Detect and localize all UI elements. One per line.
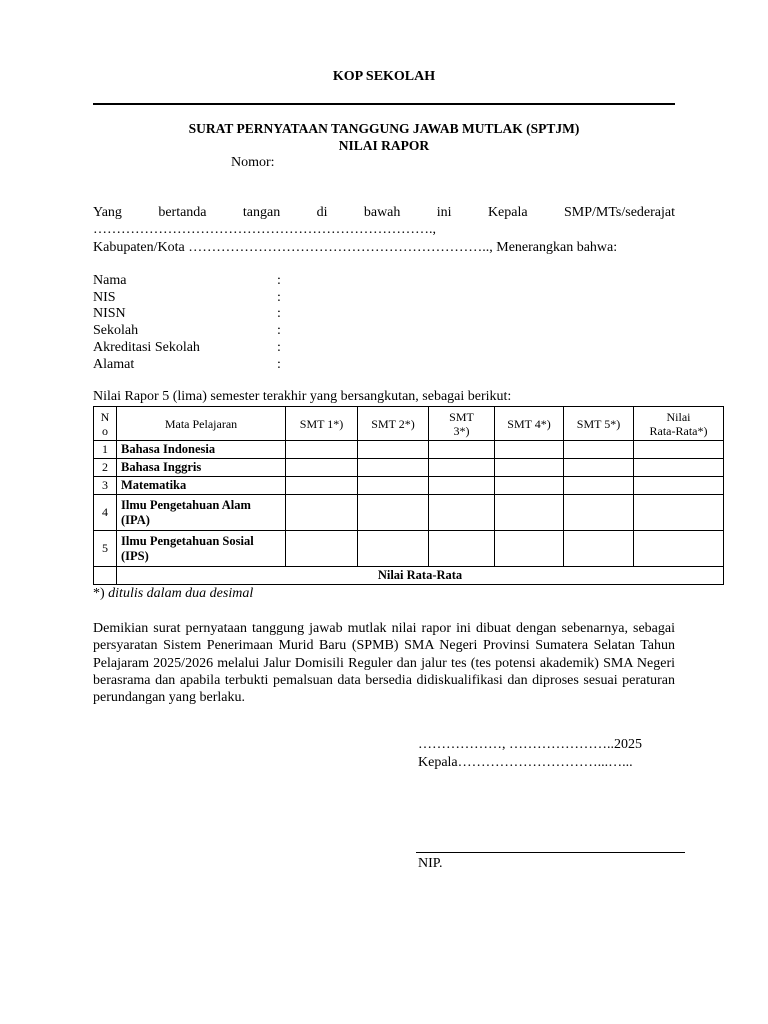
grade-cell[interactable] [429,531,495,567]
table-footer-row [94,567,724,585]
header-no: N o [94,407,117,441]
average-cell[interactable] [634,477,724,495]
field-label-nisn: NISN [93,306,126,321]
row-no: 1 [94,441,117,459]
grade-cell[interactable] [564,459,634,477]
grade-cell[interactable] [358,459,429,477]
grade-cell[interactable] [286,531,358,567]
opening-word: SMP/MTs/sederajat [563,205,675,220]
field-colon: : [277,340,281,355]
grade-cell[interactable] [429,477,495,495]
row-subject: Matematika [117,477,286,495]
grade-cell[interactable] [495,477,564,495]
field-colon: : [277,323,281,338]
row-no: 2 [94,459,117,477]
grade-cell[interactable] [564,531,634,567]
table-row [94,477,724,495]
document-title: SURAT PERNYATAAN TANGGUNG JAWAB MUTLAK (SPTJM) [188,121,580,136]
grade-cell[interactable] [286,459,358,477]
grade-cell[interactable] [286,477,358,495]
school-name-blank: ………………………………………………………………., [93,222,436,237]
opening-word: Kepala [487,205,528,220]
grade-cell[interactable] [495,531,564,567]
grade-cell[interactable] [286,495,358,531]
kabupaten-line: Kabupaten/Kota ……………………………………………………….., Menerangkan bahwa: [93,240,618,255]
signature-line [416,852,685,853]
grade-cell[interactable] [358,495,429,531]
grade-cell[interactable] [495,441,564,459]
field-colon: : [277,306,281,321]
closing-paragraph: Demikian surat pernyataan tanggung jawab mutlak nilai rapor ini dibuat dengan sebenarnya, sebagai persyaratan Sistem Penerimaan Murid Baru (SPMB) SMA Negeri Provinsi Sumatera Selatan Tahun Pelajaram 2025/2026 melalui Jalur Domisili Reguler dan jalur tes (tes potensi akademik) SMA Negeri berasrama dan apabila terbukti pemalsuan data bersedia didiskualifikasi dan diproses sesuai peraturan perundangan yang berlaku. [93,621,675,706]
grade-cell[interactable] [358,477,429,495]
opening-word: tangan [242,205,281,220]
row-no: 4 [94,495,117,531]
average-cell[interactable] [634,459,724,477]
grade-cell[interactable] [358,531,429,567]
grade-cell[interactable] [358,441,429,459]
field-colon: : [277,357,281,372]
note-text: ditulis dalam dua desimal [104,586,254,601]
nomor-label: Nomor: [231,155,275,170]
average-cell[interactable] [634,495,724,531]
row-subject: Bahasa Indonesia [117,441,286,459]
row-no: 5 [94,531,117,567]
field-colon: : [277,273,281,288]
grade-cell[interactable] [495,459,564,477]
signature-nip: NIP. [418,856,443,871]
field-label-nama: Nama [93,273,127,288]
kop-divider [93,103,675,105]
field-label-akreditasi: Akreditasi Sekolah [93,340,200,355]
header-smt4: SMT 4*) [495,407,564,441]
row-subject: Ilmu Pengetahuan Sosial (IPS) [117,531,286,567]
header-smt2: SMT 2*) [358,407,429,441]
grade-cell[interactable] [286,441,358,459]
opening-word: bawah [363,205,401,220]
opening-line [93,205,675,221]
table-note [93,586,253,602]
header-smt5: SMT 5*) [564,407,634,441]
opening-word: ini [436,205,452,220]
table-row [94,531,724,567]
grade-cell[interactable] [429,495,495,531]
grade-cell[interactable] [564,495,634,531]
header-smt1: SMT 1*) [286,407,358,441]
header-smt3: SMT 3*) [429,407,495,441]
field-label-sekolah: Sekolah [93,323,139,338]
grade-cell[interactable] [564,441,634,459]
row-no: 3 [94,477,117,495]
grades-table [93,406,724,585]
kop-sekolah: KOP SEKOLAH [332,69,436,84]
grade-cell[interactable] [495,495,564,531]
grade-cell[interactable] [564,477,634,495]
table-header-row [94,407,724,441]
table-row [94,495,724,531]
opening-word: di [316,205,328,220]
table-row [94,441,724,459]
signature-date: ………………, …………………..2025 [418,737,642,752]
row-subject: Ilmu Pengetahuan Alam (IPA) [117,495,286,531]
table-intro: Nilai Rapor 5 (lima) semester terakhir yang bersangkutan, sebagai berikut: [93,389,512,404]
average-cell[interactable] [634,531,724,567]
field-colon: : [277,290,281,305]
opening-word: bertanda [158,205,207,220]
grade-cell[interactable] [429,441,495,459]
signature-kepala: Kepala…………………………...…... [418,755,633,770]
footer-empty-cell [94,567,117,585]
field-label-nis: NIS [93,290,116,305]
footer-average-label: Nilai Rata-Rata [117,567,724,585]
note-marker: *) [93,586,105,601]
table-row [94,459,724,477]
document-subtitle: NILAI RAPOR [338,138,430,153]
header-subject: Mata Pelajaran [117,407,286,441]
opening-word: Yang [93,205,122,220]
grade-cell[interactable] [429,459,495,477]
field-label-alamat: Alamat [93,357,135,372]
header-average: Nilai Rata-Rata*) [634,407,724,441]
average-cell[interactable] [634,441,724,459]
row-subject: Bahasa Inggris [117,459,286,477]
